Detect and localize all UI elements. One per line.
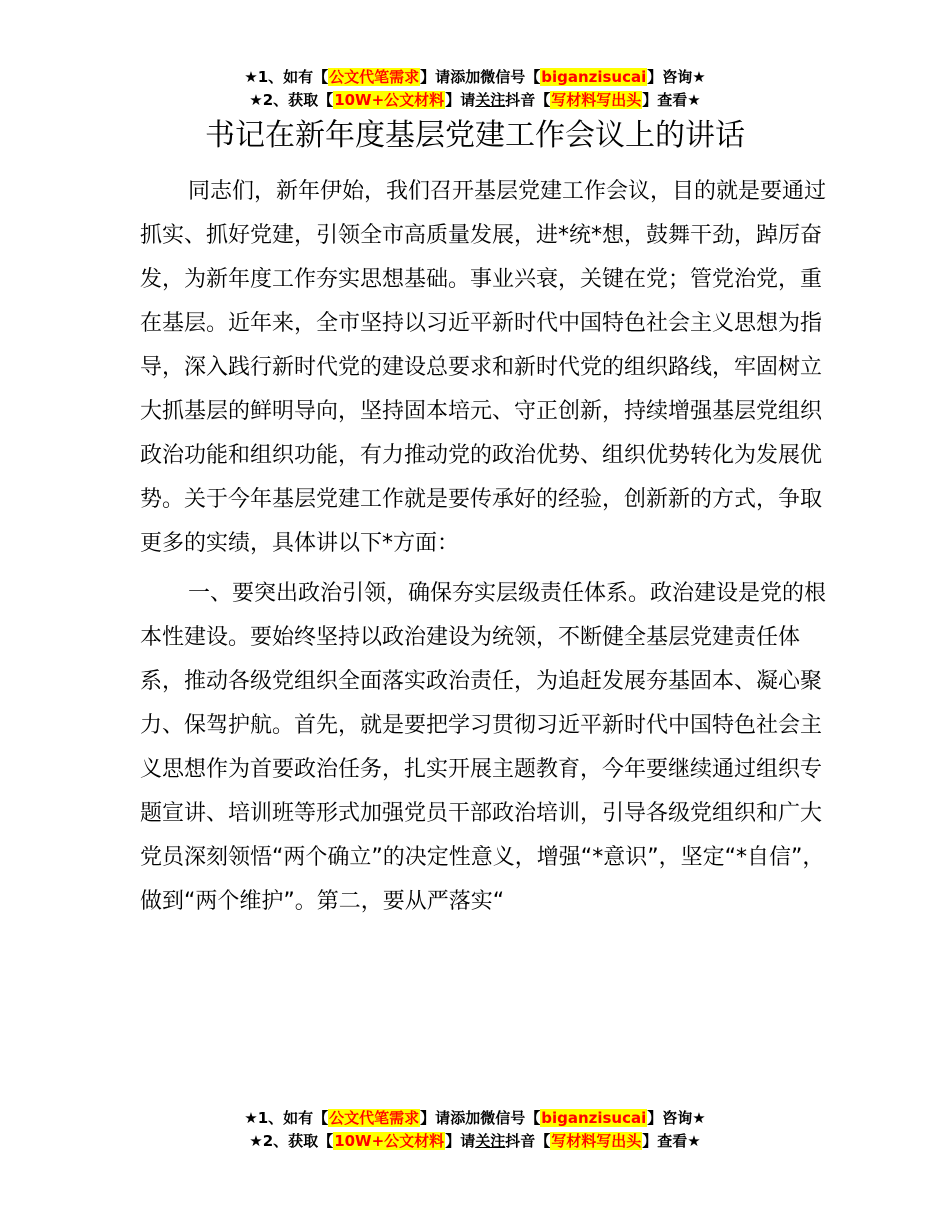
promo-highlight: 写材料写出头	[551, 1132, 642, 1150]
promo-highlight: biganzisucai	[541, 68, 647, 86]
promo-emphasis: 添加	[450, 68, 481, 86]
promo-line-2	[0, 89, 950, 112]
top-promo-banner	[0, 66, 950, 112]
promo-line-1	[0, 66, 950, 89]
promo-highlight: 公文代笔需求	[329, 68, 420, 86]
promo-text: 】咨询★	[647, 68, 706, 86]
promo-emphasis: 关注	[475, 91, 506, 109]
body-paragraph: 一、要突出政治引领，确保夯实层级责任体系。政治建设是党的根本性建设。要始终坚持以政治建设为统领，不断健全基层党建责任体系，推动各级党组织全面落实政治责任，为追赶发展夯基固本、凝心聚力、保驾护航。首先，就是要把学习贯彻习近平新时代中国特色社会主义思想作为首要政治任务，扎实开展主题教育，今年要继续通过组织专题宣讲、培训班等形式加强党员干部政治培训，引导各级党组织和广大党员深刻领悟“两个确立”的决定性意义，增强“*意识”，坚定“*自信”，做到“两个维护”。第二，要从严落实“	[140, 581, 827, 914]
document-title: 书记在新年度基层党建工作会议上的讲话	[205, 118, 745, 153]
promo-text: 】查看★	[642, 91, 701, 109]
promo-text: ★1、如有【	[244, 1109, 329, 1127]
promo-highlight: 10W+公文材料	[334, 1132, 445, 1150]
promo-text: 】请	[445, 1132, 476, 1150]
promo-highlight: 10W+公文材料	[334, 91, 445, 109]
promo-emphasis: 关注	[475, 1132, 506, 1150]
promo-text: 抖音【	[505, 1132, 551, 1150]
promo-text: 】请	[420, 1109, 451, 1127]
promo-text: 】请	[445, 91, 476, 109]
promo-text: 】咨询★	[647, 1109, 706, 1127]
promo-text: 抖音【	[505, 91, 551, 109]
promo-emphasis: 添加	[450, 1109, 481, 1127]
promo-line-2	[0, 1130, 950, 1153]
promo-text: ★1、如有【	[244, 68, 329, 86]
promo-highlight: 写材料写出头	[551, 91, 642, 109]
bottom-promo-banner	[0, 1107, 950, 1153]
promo-text: 】请	[420, 68, 451, 86]
document-body	[140, 170, 830, 924]
promo-text: ★2、获取【	[249, 91, 334, 109]
promo-highlight: 公文代笔需求	[329, 1109, 420, 1127]
promo-text: 微信号【	[480, 68, 541, 86]
promo-text: ★2、获取【	[249, 1132, 334, 1150]
promo-highlight: biganzisucai	[541, 1109, 647, 1127]
promo-line-1	[0, 1107, 950, 1130]
promo-text: 】查看★	[642, 1132, 701, 1150]
promo-text: 微信号【	[480, 1109, 541, 1127]
body-paragraph: 同志们，新年伊始，我们召开基层党建工作会议，目的就是要通过抓实、抓好党建，引领全市高质量发展，进*统*想，鼓舞干劲，踔厉奋发，为新年度工作夯实思想基础。事业兴衰，关键在党；管党治党，重在基层。近年来，全市坚持以习近平新时代中国特色社会主义思想为指导，深入践行新时代党的建设总要求和新时代党的组织路线，牢固树立大抓基层的鲜明导向，坚持固本培元、守正创新，持续增强基层党组织政治功能和组织功能，有力推动党的政治优势、组织优势转化为发展优势。关于今年基层党建工作就是要传承好的经验，创新新的方式，争取更多的实绩，具体讲以下*方面：	[140, 179, 827, 556]
